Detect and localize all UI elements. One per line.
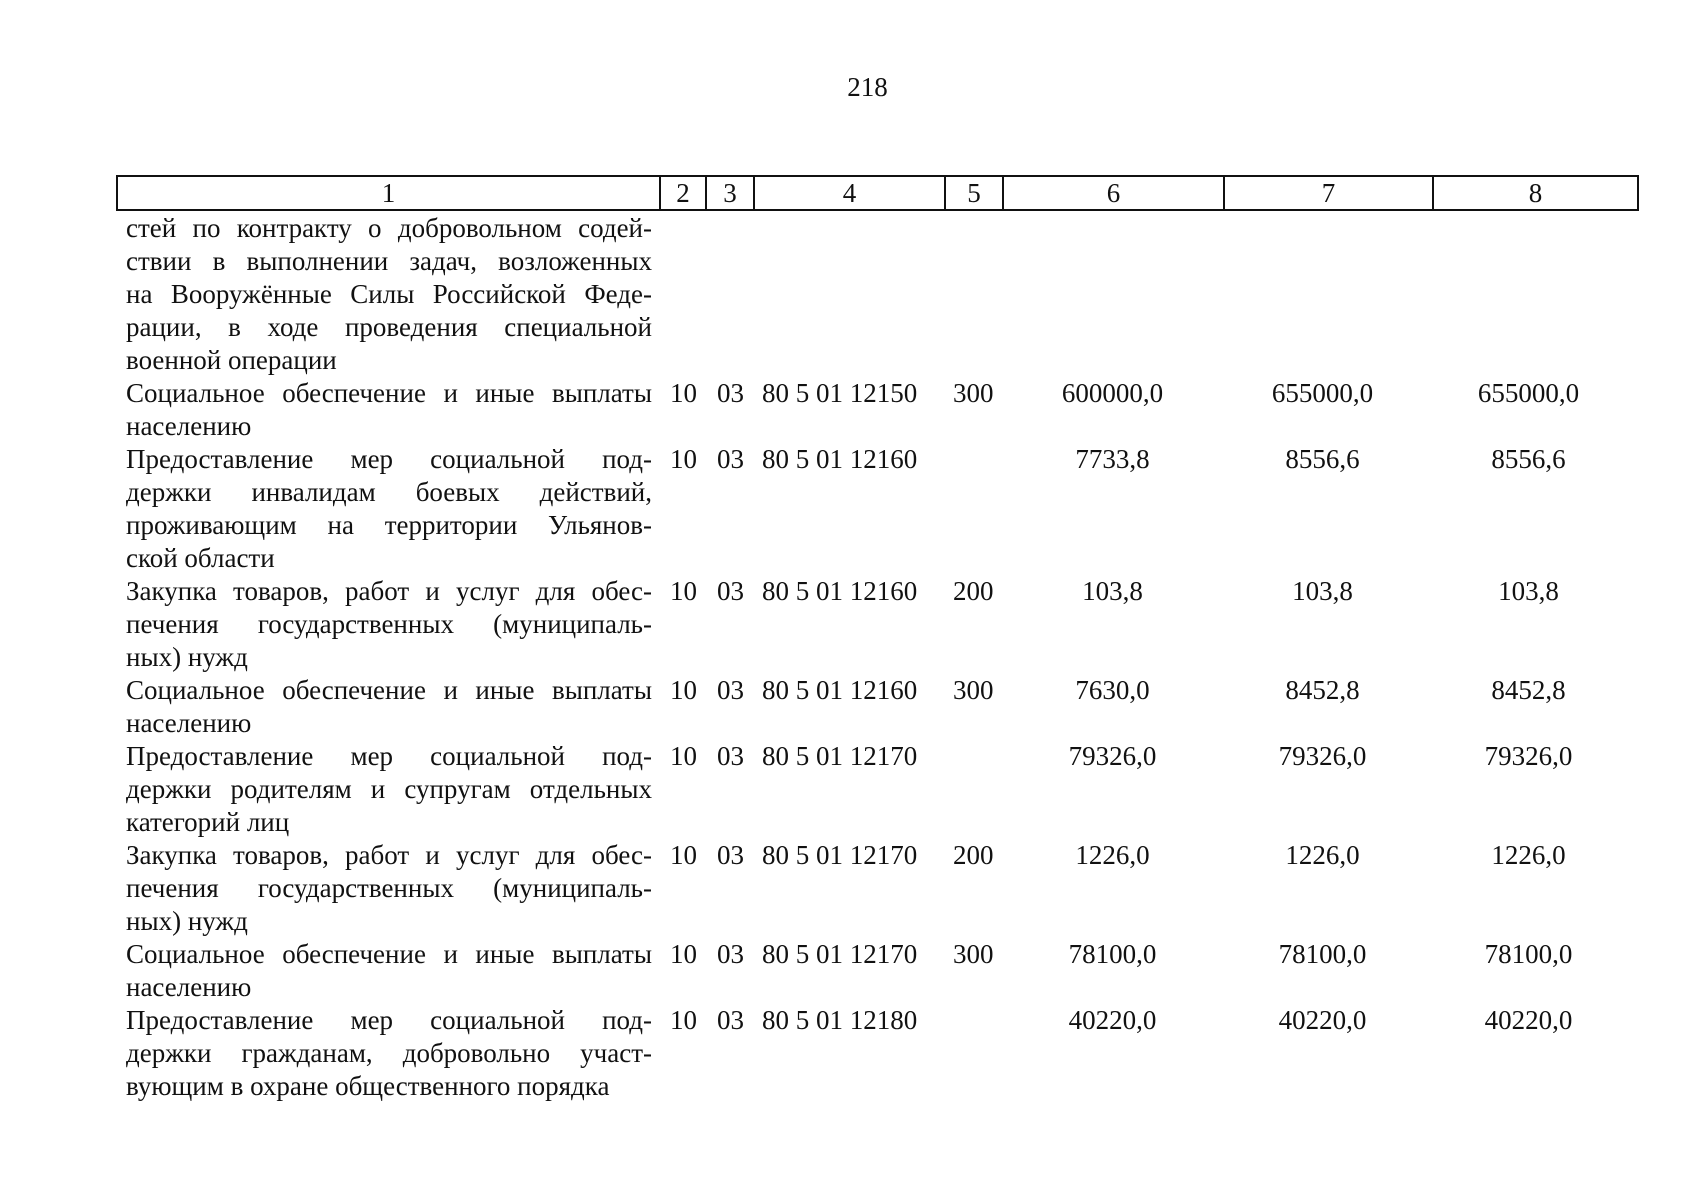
amount-col-8: 655000,0 — [1477, 378, 1580, 408]
amount-col-6: 79326,0 — [1068, 741, 1157, 771]
subsection-code: 03 — [717, 378, 744, 408]
subsection-code: 03 — [717, 939, 744, 969]
description-line: населению — [126, 708, 252, 738]
target-article-code: 80 5 01 12170 — [762, 840, 918, 870]
expense-type-code: 200 — [953, 840, 994, 870]
table-row — [0, 1004, 1705, 1103]
row-description — [126, 938, 652, 1004]
row-description — [126, 443, 652, 575]
expense-type-code: 300 — [953, 939, 994, 969]
description-line: Социальное обеспечение и иные выплаты — [126, 675, 652, 705]
amount-col-8: 79326,0 — [1484, 741, 1573, 771]
column-header-4: 4 — [754, 176, 945, 210]
description-line: держки гражданам, добровольно участ- — [126, 1038, 652, 1068]
expense-type-code: 200 — [953, 576, 994, 606]
description-line: категорий лиц — [126, 807, 290, 837]
subsection-code: 03 — [717, 741, 744, 771]
section-code: 10 — [670, 378, 697, 408]
row-description — [126, 212, 652, 377]
section-code: 10 — [670, 444, 697, 474]
description-line: Социальное обеспечение и иные выплаты — [126, 378, 652, 408]
subsection-code: 03 — [717, 444, 744, 474]
description-line: ской области — [126, 543, 275, 573]
amount-col-6: 600000,0 — [1061, 378, 1164, 408]
description-line: печения государственных (муниципаль- — [126, 609, 652, 639]
subsection-code: 03 — [717, 1005, 744, 1035]
expense-type-code: 300 — [953, 675, 994, 705]
target-article-code: 80 5 01 12160 — [762, 675, 918, 705]
row-description — [126, 575, 652, 674]
column-header-6: 6 — [1003, 176, 1224, 210]
table-row — [0, 938, 1705, 1004]
subsection-code: 03 — [717, 840, 744, 870]
column-header-1: 1 — [117, 176, 660, 210]
row-description — [126, 1004, 652, 1103]
row-description — [126, 839, 652, 938]
column-header-7: 7 — [1224, 176, 1433, 210]
target-article-code: 80 5 01 12160 — [762, 444, 918, 474]
amount-col-6: 40220,0 — [1068, 1005, 1157, 1035]
amount-col-8: 78100,0 — [1484, 939, 1573, 969]
subsection-code: 03 — [717, 675, 744, 705]
amount-col-7: 103,8 — [1292, 576, 1353, 606]
column-header-8: 8 — [1433, 176, 1638, 210]
table-row — [0, 839, 1705, 938]
description-line: военной операции — [126, 345, 337, 375]
table-row — [0, 740, 1705, 839]
amount-col-7: 40220,0 — [1278, 1005, 1367, 1035]
section-code: 10 — [670, 741, 697, 771]
amount-col-8: 40220,0 — [1484, 1005, 1573, 1035]
amount-col-8: 8556,6 — [1491, 444, 1566, 474]
description-line: ных) нужд — [126, 906, 248, 936]
section-code: 10 — [670, 939, 697, 969]
amount-col-8: 1226,0 — [1491, 840, 1566, 870]
budget-rows — [0, 212, 1705, 1103]
amount-col-6: 7630,0 — [1075, 675, 1150, 705]
amount-col-7: 655000,0 — [1271, 378, 1374, 408]
section-code: 10 — [670, 576, 697, 606]
table-row — [0, 377, 1705, 443]
description-line: стей по контракту о добровольном содей- — [126, 213, 652, 243]
amount-col-6: 103,8 — [1082, 576, 1143, 606]
amount-col-7: 78100,0 — [1278, 939, 1367, 969]
description-line: держки родителям и супругам отдельных — [126, 774, 652, 804]
description-line: ных) нужд — [126, 642, 248, 672]
column-header-5: 5 — [945, 176, 1003, 210]
amount-col-6: 7733,8 — [1075, 444, 1150, 474]
target-article-code: 80 5 01 12170 — [762, 939, 918, 969]
description-line: Предоставление мер социальной под- — [126, 444, 652, 474]
column-header-table — [116, 175, 1639, 211]
description-line: Социальное обеспечение и иные выплаты — [126, 939, 652, 969]
column-header-row — [117, 176, 1638, 210]
description-line: Предоставление мер социальной под- — [126, 741, 652, 771]
section-code: 10 — [670, 1005, 697, 1035]
amount-col-8: 8452,8 — [1491, 675, 1566, 705]
target-article-code: 80 5 01 12170 — [762, 741, 918, 771]
row-description — [126, 377, 652, 443]
amount-col-7: 8556,6 — [1285, 444, 1360, 474]
column-header-2: 2 — [660, 176, 706, 210]
row-description — [126, 740, 652, 839]
amount-col-7: 1226,0 — [1285, 840, 1360, 870]
description-line: Закупка товаров, работ и услуг для обес- — [126, 840, 652, 870]
amount-col-8: 103,8 — [1498, 576, 1559, 606]
description-line: Предоставление мер социальной под- — [126, 1005, 652, 1035]
amount-col-6: 1226,0 — [1075, 840, 1150, 870]
section-code: 10 — [670, 840, 697, 870]
table-row — [0, 212, 1705, 377]
amount-col-7: 8452,8 — [1285, 675, 1360, 705]
table-row — [0, 575, 1705, 674]
description-line: проживающим на территории Ульянов- — [126, 510, 652, 540]
description-line: населению — [126, 411, 252, 441]
description-line: держки инвалидам боевых действий, — [126, 477, 652, 507]
table-row — [0, 674, 1705, 740]
column-header-3: 3 — [706, 176, 754, 210]
target-article-code: 80 5 01 12160 — [762, 576, 918, 606]
description-line: ствии в выполнении задач, возложенных — [126, 246, 652, 276]
amount-col-7: 79326,0 — [1278, 741, 1367, 771]
table-row — [0, 443, 1705, 575]
description-line: печения государственных (муниципаль- — [126, 873, 652, 903]
description-line: рации, в ходе проведения специальной — [126, 312, 652, 342]
row-description — [126, 674, 652, 740]
target-article-code: 80 5 01 12150 — [762, 378, 918, 408]
description-line: вующим в охране общественного порядка — [126, 1071, 610, 1101]
subsection-code: 03 — [717, 576, 744, 606]
expense-type-code: 300 — [953, 378, 994, 408]
page-number: 218 — [847, 72, 888, 102]
target-article-code: 80 5 01 12180 — [762, 1005, 918, 1035]
description-line: Закупка товаров, работ и услуг для обес- — [126, 576, 652, 606]
amount-col-6: 78100,0 — [1068, 939, 1157, 969]
section-code: 10 — [670, 675, 697, 705]
description-line: на Вооружённые Силы Российской Феде- — [126, 279, 652, 309]
description-line: населению — [126, 972, 252, 1002]
